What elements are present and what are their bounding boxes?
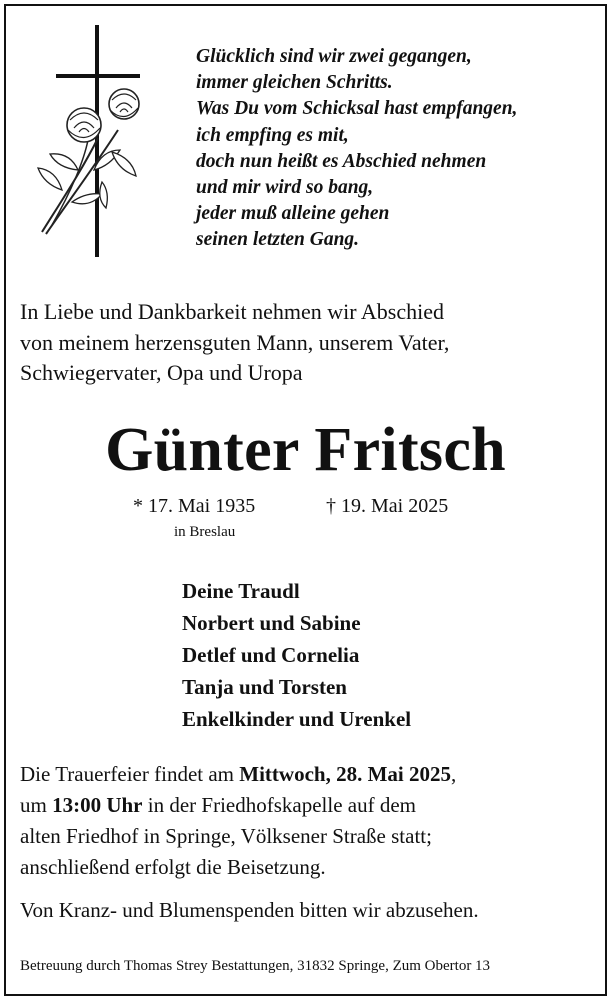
poem-line: Was Du vom Schicksal hast empfangen, xyxy=(196,98,518,120)
ceremony-time: 13:00 Uhr xyxy=(52,793,143,817)
funeral-home-credit: Betreuung durch Thomas Strey Bestattungen, 31832 Springe, Zum Obertor 13 xyxy=(20,958,491,974)
poem-line: seinen letzten Gang. xyxy=(196,229,360,251)
intro-text xyxy=(20,297,449,389)
intro-line: von meinem herzensguten Mann, unserem Vater, xyxy=(20,329,450,355)
poem-line: doch nun heißt es Abschied nehmen xyxy=(196,150,487,172)
birthplace: in Breslau xyxy=(174,524,236,540)
intro-line: In Liebe und Dankbarkeit nehmen wir Abschied xyxy=(20,299,444,324)
ceremony-line: anschließend erfolgt die Beisetzung. xyxy=(20,855,326,879)
mourners-list xyxy=(182,575,411,735)
poem-line: immer gleichen Schritts. xyxy=(196,72,393,94)
flowers-note: Von Kranz- und Blumenspenden bitten wir abzusehen. xyxy=(20,898,479,922)
ceremony-line xyxy=(20,790,456,821)
poem-line: jeder muß alleine gehen xyxy=(196,203,390,225)
mourner-name: Tanja und Torsten xyxy=(182,675,347,699)
poem-line: ich empfing es mit, xyxy=(196,124,349,146)
ceremony-text: in der Friedhofskapelle auf dem xyxy=(142,793,417,817)
poem xyxy=(196,44,517,254)
mourner-name: Detlef und Cornelia xyxy=(182,643,360,667)
death-date: † 19. Mai 2025 xyxy=(326,495,449,517)
ceremony-line xyxy=(20,759,456,790)
ceremony-date: Mittwoch, 28. Mai 2025 xyxy=(239,762,451,786)
mourner-name: Norbert und Sabine xyxy=(182,611,361,635)
deceased-name: Günter Fritsch xyxy=(105,416,506,484)
poem-line: und mir wird so bang, xyxy=(196,177,374,199)
birth-date: * 17. Mai 1935 xyxy=(133,495,256,517)
mourner-name: Enkelkinder und Urenkel xyxy=(182,707,412,731)
ceremony-text: , xyxy=(450,762,457,786)
ceremony-line: alten Friedhof in Springe, Völksener Straße statt; xyxy=(20,824,432,848)
poem-line: Glücklich sind wir zwei gegangen, xyxy=(196,46,472,67)
mourner-name: Deine Traudl xyxy=(182,579,300,603)
intro-line: Schwiegervater, Opa und Uropa xyxy=(20,360,303,385)
ceremony-text: Die Trauerfeier findet am xyxy=(20,762,240,786)
ceremony-text: um xyxy=(20,793,53,817)
ceremony-info xyxy=(20,759,456,883)
cross-with-roses-icon xyxy=(32,20,142,260)
